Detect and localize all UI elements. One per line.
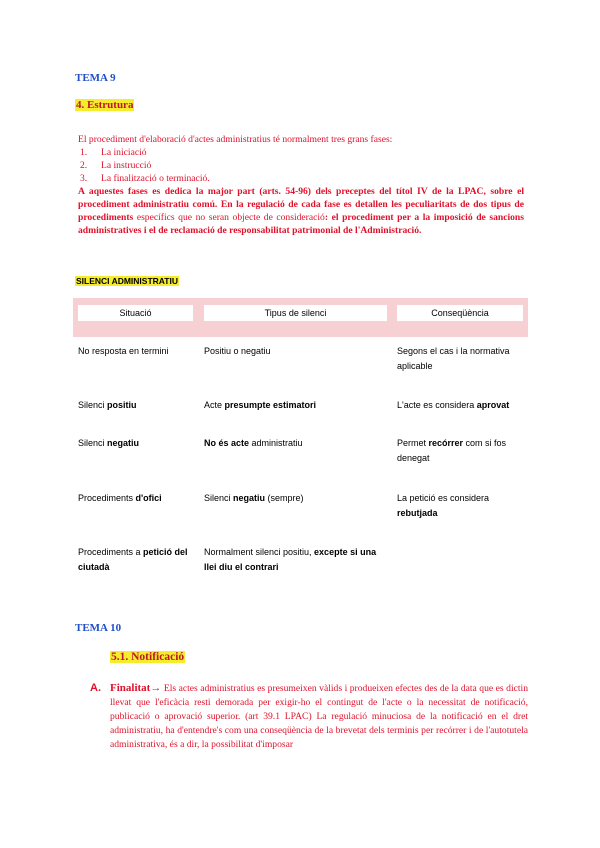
section-4-heading: 4. Estrutura	[76, 99, 134, 111]
cell-emphasis: negatiu	[233, 493, 266, 503]
cell-text: Permet	[397, 438, 429, 448]
cell-text: Procediments	[78, 493, 136, 503]
cell-emphasis: recórrer	[428, 438, 464, 448]
list-item	[80, 172, 210, 185]
paragraph-part-4: : el procediment per a la imposició de sancions administratives i el de reclamació de responsabilitat patrimonial de l'Administració.	[78, 212, 524, 236]
list-item	[80, 146, 210, 159]
list-number: 1.	[80, 147, 88, 158]
table-cell-consequencia: Segons el cas i la normativa aplicable	[397, 346, 510, 371]
paragraph-part-2: En la regulació de cada fase es detallen les peculiaritats de dos tipus de procediments	[78, 199, 524, 223]
table-cell-tipus	[204, 545, 389, 575]
cell-text: Silenci	[78, 438, 108, 448]
list-label: La instrucció	[101, 160, 152, 171]
table-header-tipus: Tipus de silenci	[204, 305, 387, 321]
table-header-consequencia: Conseqüència	[397, 305, 523, 321]
cell-text: administratiu	[249, 438, 303, 448]
table-cell-situacio	[78, 436, 198, 451]
cell-emphasis: negatiu	[107, 438, 140, 448]
list-label: La finalització o terminació.	[101, 173, 210, 184]
cell-emphasis: presumpte estimatori	[224, 400, 317, 410]
paragraph-part-3: específics que no seran objecte de consideració	[136, 212, 325, 223]
finalitat-paragraph	[110, 681, 528, 752]
table-cell-tipus: Positiu o negatiu	[204, 346, 271, 356]
cell-text: (sempre)	[265, 493, 304, 503]
cell-text: Normalment silenci positiu,	[204, 547, 315, 557]
finalitat-text: Els actes administratius es presumeixen vàlids i produeixen efectes des de la data que es dictin llevat que l'eficàcia resti demorada per exigir-ho el contingut de l'acte o la necessitat de notificació, publicació o aprovació superior. (art 39.1 LPAC) La regulació minuciosa de la notificació en el dret administratiu, ha d'entendre's com una conseqüència de la brevetat dels terminis per recórrer i de l'autotutela administrativa, és a dir, la possibilitat d'imposar	[110, 683, 528, 750]
list-item	[80, 159, 210, 172]
tema-9-heading: TEMA 9	[75, 72, 116, 84]
cell-emphasis: aprovat	[476, 400, 510, 410]
list-label: La iniciació	[101, 147, 147, 158]
list-number: 2.	[80, 160, 88, 171]
cell-emphasis: rebutjada	[397, 508, 438, 518]
cell-text: Procediments a	[78, 547, 144, 557]
table-cell-consequencia	[397, 491, 532, 521]
table-cell-tipus	[204, 491, 384, 506]
cell-text: Silenci	[78, 400, 108, 410]
table-cell-tipus	[204, 436, 384, 451]
table-cell-situacio: No resposta en termini	[78, 346, 169, 356]
cell-text: L'acte es considera	[397, 400, 477, 410]
table-cell-tipus	[204, 398, 384, 413]
cell-text: Acte	[204, 400, 225, 410]
table-header-situacio: Situació	[78, 305, 193, 321]
table-cell-situacio	[78, 398, 198, 413]
cell-emphasis: excepte si una llei diu el contrari	[204, 547, 377, 572]
table-cell-consequencia	[397, 436, 532, 466]
cell-text: com si fos denegat	[397, 438, 507, 463]
cell-emphasis: d'ofici	[135, 493, 162, 503]
cell-text: La petició es considera	[397, 493, 490, 503]
list-number: 3.	[80, 173, 88, 184]
cell-emphasis: petició del ciutadà	[78, 547, 188, 572]
tema-10-heading: TEMA 10	[75, 622, 122, 634]
cell-emphasis: No és acte	[204, 438, 250, 448]
table-cell-consequencia	[397, 398, 532, 413]
section-4-paragraph	[78, 185, 524, 237]
finalitat-title: Finalitat→	[110, 682, 162, 694]
table-cell-situacio	[78, 545, 198, 575]
cell-emphasis: positiu	[107, 400, 137, 410]
section-5-1-heading: 5.1. Notificació	[111, 651, 185, 663]
phases-list	[80, 146, 210, 185]
section-4-intro: El procediment d'elaboració d'actes administratius té normalment tres grans fases:	[78, 134, 393, 145]
list-letter: A.	[90, 682, 101, 694]
table-cell-situacio	[78, 491, 198, 506]
paragraph-part-1: A aquestes fases es dedica la major part (arts. 54-96) dels preceptes del títol IV de la LPAC, sobre el procediment administratiu comú.	[78, 186, 524, 210]
cell-text: Silenci	[204, 493, 234, 503]
silenci-heading: SILENCI ADMINISTRATIU	[76, 276, 178, 286]
